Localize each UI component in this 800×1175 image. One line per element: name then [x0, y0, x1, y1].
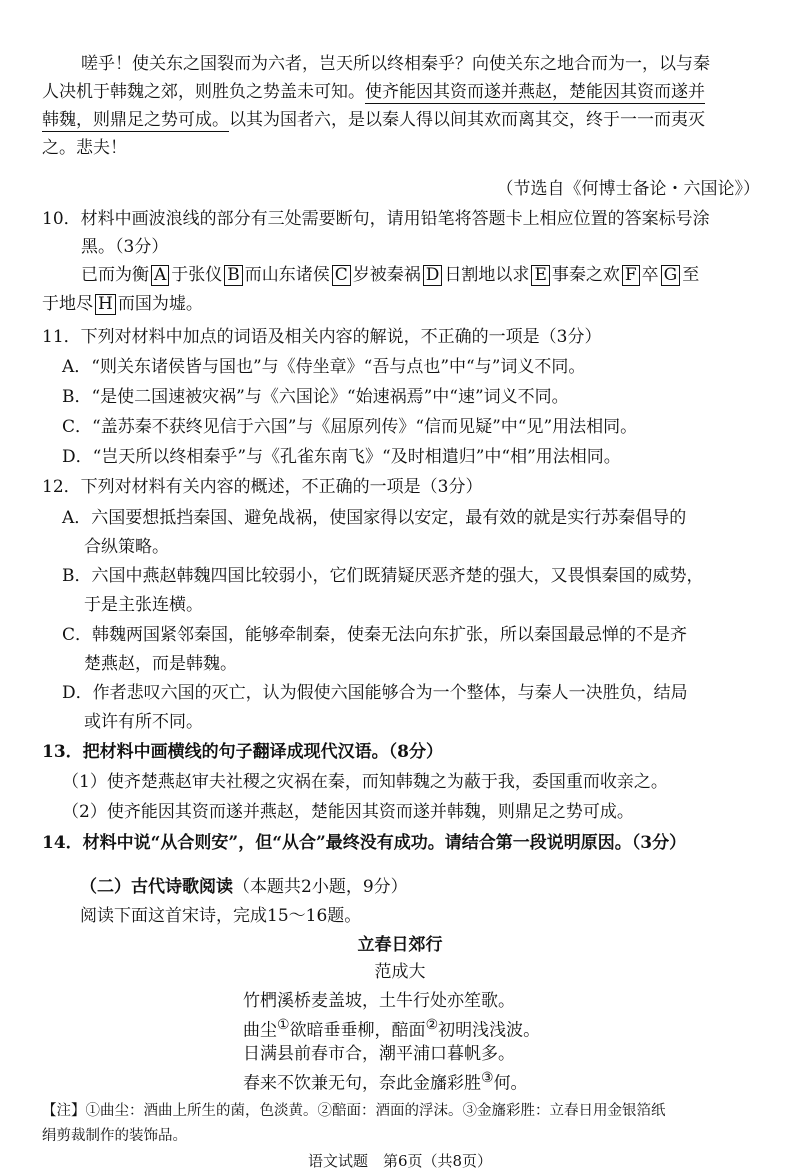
passage-line-1: 嗟乎！使关东之国裂而为六者，岂天所以终相秦乎？向使关东之地合而为一，以与秦: [81, 54, 710, 74]
q11-option-b[interactable]: B．“是使二国速被灾祸”与《六国论》“始速祸焉”中“速”词义不同。: [62, 387, 569, 407]
sentence-segment: 而山东诸侯: [244, 265, 330, 285]
passage-line-2: [42, 81, 705, 103]
sentence-segment: 已而为衡: [81, 265, 149, 285]
poem-text: 初明浅浅波。: [438, 1020, 541, 1041]
section-heading: [80, 876, 408, 898]
break-option-f[interactable]: F: [622, 265, 640, 286]
footnote-marker: ①: [277, 1017, 290, 1033]
q11-option-a[interactable]: A．“则关东诸侯皆与国也”与《侍坐章》“吾与点也”中“与”词义不同。: [62, 357, 586, 377]
sentence-segment: 而国为墟。: [117, 294, 203, 314]
passage-text: 人决机于韩魏之郊，则胜负之势盖未可知。: [42, 82, 365, 102]
q12-option-b[interactable]: B．六国中燕赵韩魏四国比较弱小，它们既猜疑厌恶齐楚的强大，又畏惧秦国的威势，: [62, 566, 704, 586]
q12-option-c-cont[interactable]: 楚燕赵，而是韩魏。: [84, 654, 237, 674]
section-note: （本题共2小题，9分）: [233, 877, 408, 897]
break-option-g[interactable]: G: [661, 265, 681, 286]
q10-stem-cont: 黑。（3分）: [81, 237, 169, 257]
page-footer: 语文试题 第6页（共8页）: [307, 1152, 493, 1170]
q13-sentence-1: （1）使齐楚燕赵审夫社稷之灾祸在秦，而知韩魏之为蔽于我，委国重而收亲之。: [62, 772, 668, 792]
q12-option-a[interactable]: A．六国要想抵挡秦国、避免战祸，使国家得以安定，最有效的就是实行苏秦倡导的: [62, 508, 687, 528]
underlined-sentence: 韩魏，则鼎足之势可成。: [42, 110, 229, 130]
break-option-h[interactable]: H: [95, 294, 116, 315]
q12-option-c[interactable]: C．韩魏两国紧邻秦国，能够牵制秦，使秦无法向东扩张，所以秦国最忌惮的不是齐: [62, 625, 688, 645]
q13-sentence-2: （2）使齐能因其资而遂并燕赵，楚能因其资而遂并韩魏，则鼎足之势可成。: [62, 802, 634, 822]
sentence-segment: 于地尽: [42, 294, 93, 314]
q12-option-a-cont[interactable]: 合纵策略。: [84, 537, 169, 557]
break-option-e[interactable]: E: [531, 265, 549, 286]
poem-notes: 【注】①曲尘：酒曲上所生的菌，色淡黄。②醅面：酒面的浮沫。③金旛彩胜：立春日用金银箔纸: [42, 1103, 666, 1119]
poem-notes-cont: 绢剪裁制作的装饰品。: [42, 1128, 187, 1144]
break-option-d[interactable]: D: [423, 265, 443, 286]
q10-stem: 10．材料中画波浪线的部分有三处需要断句，请用铅笔将答题卡上相应位置的答案标号涂: [42, 209, 710, 229]
q11-option-d[interactable]: D．“岂天所以终相秦乎”与《孔雀东南飞》“及时相遣归”中“相”用法相同。: [62, 447, 621, 467]
poem-text: 曲尘: [243, 1020, 277, 1041]
q12-option-d-cont[interactable]: 或许有所不同。: [84, 712, 203, 732]
section-title: （二）古代诗歌阅读: [80, 877, 233, 897]
sentence-segment: 至: [682, 265, 700, 285]
break-option-b[interactable]: B: [224, 265, 243, 286]
sentence-segment: 岁被秦祸: [352, 265, 421, 285]
poem-author: 范成大: [374, 962, 426, 982]
footnote-marker: ③: [481, 1070, 494, 1086]
poem-line-3: 日满县前春市合，潮平浦口暮帆多。: [243, 1044, 515, 1064]
q12-option-d[interactable]: D．作者悲叹六国的灭亡，认为假使六国能够合为一个整体，与秦人一决胜负，结局: [62, 683, 688, 703]
poem-title: 立春日郊行: [357, 935, 443, 955]
poem-text: 春来不饮兼无句，奈此金旛彩胜: [243, 1073, 481, 1094]
sentence-segment: 卒: [641, 265, 659, 285]
q11-option-c[interactable]: C．“盖苏秦不获终见信于六国”与《屈原列传》“信而见疑”中“见”用法相同。: [62, 417, 638, 437]
poem-text: 何。: [493, 1073, 528, 1094]
poem-line-4: [243, 1069, 528, 1095]
footnote-marker: ②: [425, 1017, 439, 1033]
q11-stem: 11．下列对材料中加点的词语及相关内容的解说，不正确的一项是（3分）: [42, 327, 602, 347]
q13-stem: 13．把材料中画横线的句子翻译成现代汉语。（8分）: [42, 742, 443, 762]
q14-stem: 14．材料中说“从合则安”，但“从合”最终没有成功。请结合第一段说明原因。（3分）: [42, 833, 687, 853]
section-instruction: 阅读下面这首宋诗，完成15～16题。: [80, 906, 362, 926]
poem-line-1: 竹椚溪桥麦盖坡，土牛行处亦笙歌。: [243, 991, 515, 1011]
poem-line-2: [243, 1016, 540, 1042]
sentence-segment: 日割地以求: [444, 265, 530, 285]
q12-option-b-cont[interactable]: 于是主张连横。: [84, 595, 203, 615]
break-option-a[interactable]: A: [151, 265, 169, 286]
underlined-sentence: 使齐能因其资而遂并燕赵，楚能因其资而遂并: [365, 82, 705, 102]
break-option-c[interactable]: C: [332, 265, 351, 286]
q10-sentence-cont: [42, 293, 203, 315]
passage-line-3: [42, 109, 705, 131]
passage-text: 以其为国者六，是以秦人得以间其欢而离其交，终于一一而夷灭: [229, 110, 705, 130]
q10-sentence: [81, 264, 699, 286]
q12-stem: 12．下列对材料有关内容的概述，不正确的一项是（3分）: [42, 477, 483, 497]
passage-line-4: 之。悲夫！: [42, 138, 127, 158]
poem-text: 欲暗垂垂柳，醅面: [289, 1020, 426, 1041]
sentence-segment: 于张仪: [171, 265, 223, 285]
sentence-segment: 事秦之欢: [551, 265, 620, 285]
passage-source: （节选自《何博士备论・六国论》）: [496, 179, 760, 199]
